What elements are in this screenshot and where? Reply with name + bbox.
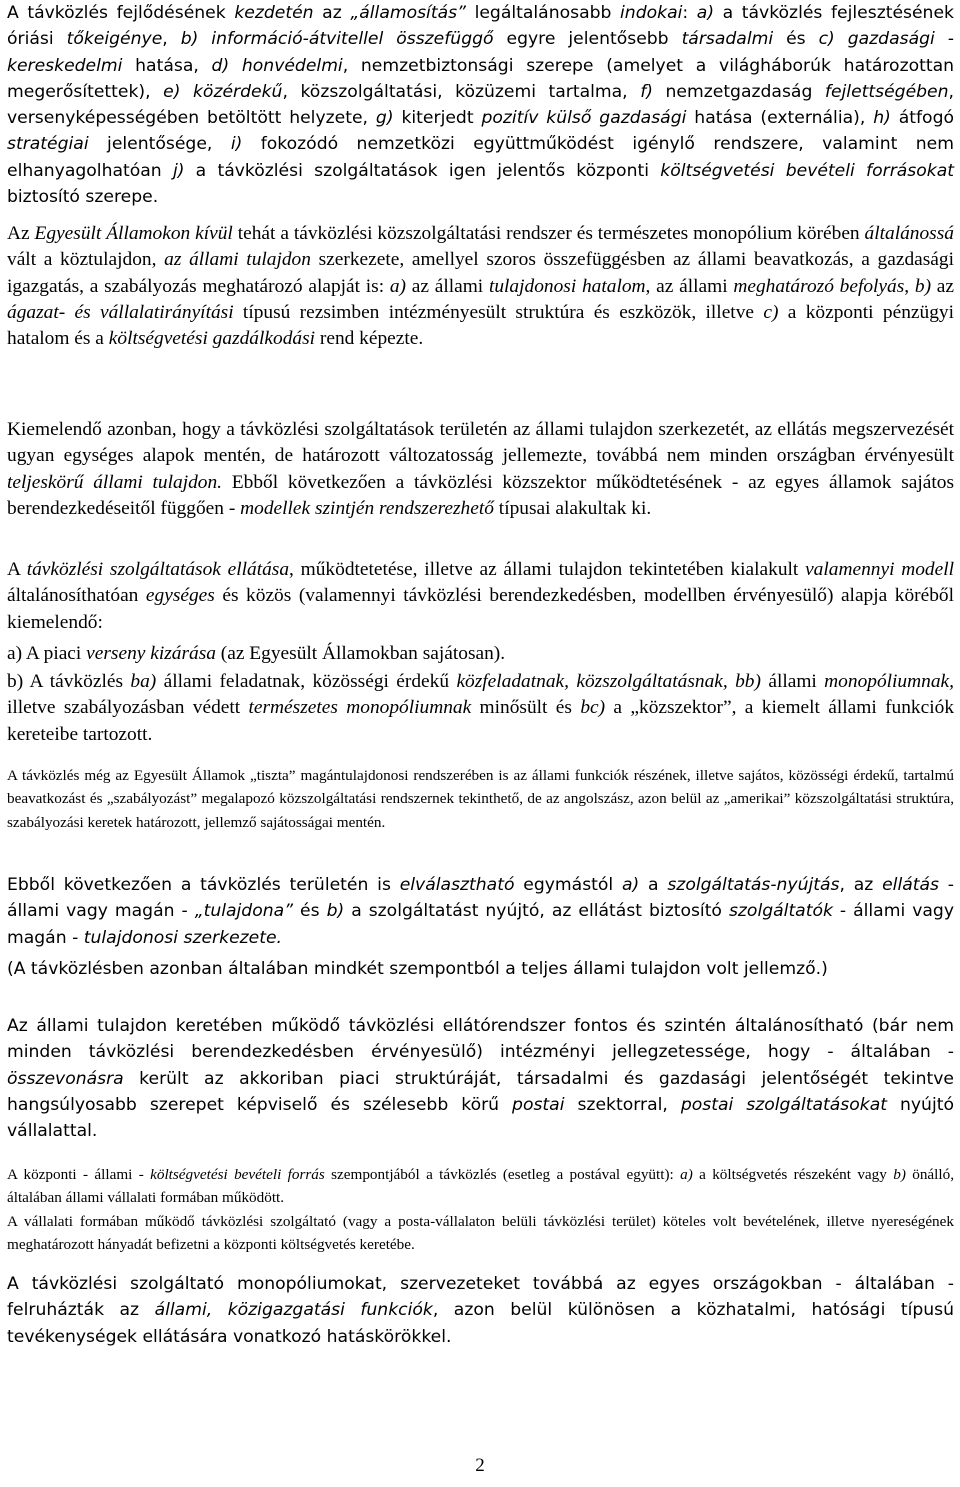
page-number: 2 [475, 1455, 485, 1476]
text: , az [839, 875, 883, 895]
text: a [639, 875, 668, 895]
text: tehát a távközlési közszolgáltatási rendszer és természetes monopólium körében [232, 223, 865, 244]
italic-text: „államosítás” [350, 3, 466, 23]
text: (A távközlésben azonban általában mindkét szempontból a teljes állami tulajdon volt jellemző.) [7, 959, 828, 979]
text: minősült és [471, 697, 581, 719]
text: a) A piaci [7, 643, 87, 664]
italic-text: stratégiai [7, 134, 89, 155]
text: szektorral, [564, 1094, 681, 1115]
text: , működtetetése, illetve az állami tulajdon tekintetében kialakult [289, 559, 806, 580]
italic-text: költségvetési bevételi forrásokat [660, 160, 954, 181]
italic-text: c) [763, 301, 779, 323]
italic-text: természetes monopóliumnak [248, 697, 472, 719]
text: Ebből következően a távközlési közszektor működtetésének - az egyes államok sajátos berendezkedéseitől függően - [7, 471, 954, 519]
text: a „közszektor”, a kiemelt állami funkciók kereteibe tartozott. [7, 697, 955, 745]
italic-text: j) [172, 160, 185, 181]
note-company-form [7, 1210, 954, 1257]
paragraph-common-basis [7, 557, 954, 636]
paragraph-outside-us [7, 221, 954, 352]
text: , az állami [645, 275, 734, 297]
text: a távközlési szolgáltatások igen jelentős központi [184, 160, 661, 181]
text: az [931, 275, 954, 297]
italic-text: d) honvédelmi [211, 55, 343, 76]
italic-text: modellek szintjén rendszerezhető [240, 497, 494, 519]
italic-text: költségvetési gazdálkodási [108, 328, 316, 350]
text: fokozódó nemzetközi együttműködést igénylő rendszere, valamint nem elhanyagolhatóan [7, 134, 954, 181]
text: a szolgáltatást nyújtó, az ellátást biztosító [344, 901, 729, 922]
italic-text: bc) [580, 697, 606, 719]
text: - állami vagy magán - [7, 875, 954, 922]
text: , [904, 275, 915, 297]
text: , nemzetbiztonsági szerepe (amelyet a világháborúk határozottan megerősítettek), [7, 55, 955, 102]
italic-text: meghatározó befolyás [733, 275, 905, 297]
paragraph-public-authority [7, 1271, 954, 1350]
text: nyújtó vállalattal. [7, 1094, 954, 1142]
text: önálló, általában állami vállalati formában működött. [7, 1166, 954, 1207]
text: típusai alakultak ki. [493, 497, 652, 519]
italic-text: ellátás [882, 875, 939, 895]
text: A vállalati formában működő távközlési szolgáltató (vagy a posta-vállalaton belüli távközlési terület) köteles volt bevételének, illetve nyereségének meghatározott hányadát befizetni a központi költségvetés keretébe. [7, 1213, 954, 1254]
text: került az akkoriban piaci struktúráját, társadalmi és gazdasági jelentőségét tekintve hangsúlyosabb szerepet képviselő és szélesebb körű [7, 1068, 954, 1115]
text: legáltalánosabb [465, 3, 621, 23]
italic-text: állami, közigazgatási funkciók [154, 1300, 433, 1321]
text: - állami vagy magán - [7, 901, 955, 948]
text: A távközlés még az Egyesült Államok „tiszta” magántulajdonosi rendszerében is az állami funkciók részének, illetve sajátos, közösségi érdekű, tartalmú beavatkozást és „szabályozást” megalapozó közszolgáltatási rendszernek tekinthető, de az angolszász, azon belül az „amerikai” közszolgáltatási struktúra, szabályozási keretek határozott, jellemző sajátosságai mentén. [7, 767, 954, 831]
text: általánosíthatóan [7, 585, 146, 607]
text: , közszolgáltatási, közüzemi tartalma, [282, 81, 641, 102]
italic-text: egységes [145, 585, 215, 607]
text: az [313, 3, 351, 23]
text: : [682, 3, 697, 23]
text: A távközlés fejlődésének [7, 3, 235, 23]
text: kiterjedt [393, 108, 482, 129]
italic-text: postai szolgáltatásokat [680, 1094, 887, 1115]
text: Kiemelendő azonban, hogy a távközlési szolgáltatások területén az állami tulajdon szerkezetét, az ellátás megszervezését ugyan egységes alapok mentén, de határozott változatosság jellemezte, továbbá nem minden országban érvényesült [7, 419, 954, 467]
text: a költségvetés részeként vagy [692, 1166, 894, 1183]
italic-text: összevonásra [7, 1068, 124, 1089]
text: biztosító szerepe. [7, 187, 159, 208]
italic-text: „tulajdona” [194, 901, 294, 922]
text: , versenyképességében betöltött helyzete, [7, 81, 954, 129]
italic-text: szolgáltatás-nyújtás [667, 875, 840, 895]
italic-text: i) [230, 134, 243, 155]
text: A [7, 559, 27, 580]
italic-text: kezdetén [234, 3, 314, 23]
italic-text: valamennyi modell [805, 559, 954, 580]
text: az állami [406, 275, 489, 297]
italic-text: g) [375, 108, 394, 129]
italic-text: ba) [130, 671, 157, 692]
note-united-states [7, 764, 954, 834]
italic-text: a) [680, 1166, 693, 1183]
text: szerkezete, amellyel szoros összefüggésben az állami beavatkozás, a gazdasági igazgatás, a szabályozás meghatározó alapját is: [7, 249, 954, 297]
italic-text: b) információ-átvitellel összefüggő [180, 29, 494, 50]
list-item-a [7, 641, 954, 667]
text: a központi pénzügyi hatalom és a [7, 301, 954, 350]
italic-text: monopóliumnak, [824, 671, 954, 692]
italic-text: költségvetési bevételi forrás [150, 1166, 325, 1183]
italic-text: b) [893, 1166, 906, 1183]
paragraph-state-ownership-reasons [7, 0, 954, 210]
text: a távközlés fejlesztésének óriási [7, 3, 954, 50]
text: nemzetgazdaság [652, 81, 825, 102]
text: átfogó [890, 108, 955, 129]
italic-text: fejlettségében [824, 81, 949, 102]
italic-text: e) közérdekű [163, 81, 283, 102]
text: rend képezte. [315, 328, 424, 350]
italic-text: a) [621, 875, 640, 895]
paragraph-separation [7, 872, 954, 951]
text: vált a köztulajdon, [7, 249, 165, 271]
list-item-b [7, 669, 954, 748]
italic-text: c) gazdasági - kereskedelmi [7, 29, 954, 76]
italic-text: szolgáltatók [728, 901, 833, 922]
text: , [162, 29, 181, 50]
italic-text: tulajdonosi szerkezete. [83, 927, 283, 948]
text: Az [7, 223, 35, 244]
text: b) A távközlés [7, 671, 131, 692]
italic-text: társadalmi [681, 29, 774, 50]
italic-text: h) [873, 108, 891, 129]
italic-text: verseny kizárása [86, 643, 216, 664]
text: és [773, 29, 819, 50]
italic-text: tőkeigénye [66, 29, 163, 50]
italic-text: postai [512, 1094, 565, 1115]
italic-text: Egyesült Államokon kívül [34, 223, 233, 244]
italic-text: ágazat- és vállalatirányítási [7, 301, 234, 323]
paragraph-variation [7, 417, 954, 522]
italic-text: közfeladatnak, közszolgáltatásnak, bb) [456, 671, 761, 692]
text: illetve szabályozásban védett [7, 697, 249, 719]
note-budget-source [7, 1163, 954, 1210]
italic-text: f) [640, 81, 653, 102]
text: jelentősége, [88, 134, 231, 155]
italic-text: pozitív külső gazdasági [481, 108, 687, 129]
text: állami feladatnak, közösségi érdekű [156, 671, 457, 692]
text: szempontjából a távközlés (esetleg a postával együtt): [324, 1166, 681, 1183]
paragraph-postal-merger [7, 1013, 954, 1144]
text: típusú rezsimben intézményesült struktúra és eszközök, illetve [233, 301, 764, 323]
text: hatása, [122, 55, 212, 76]
italic-text: indokai [620, 3, 683, 23]
text: , azon belül különösen a közhatalmi, hatósági típusú tevékenységek ellátására vonatkozó hatáskörökkel. [7, 1300, 955, 1347]
italic-text: b) [326, 901, 345, 922]
italic-text: általánossá [864, 223, 954, 244]
text: és [293, 901, 327, 922]
italic-text: a) [389, 275, 407, 297]
text: és közös (valamennyi távközlési berendezkedésben, modellben érvényesülő) alapja köréből kiemelendő: [7, 585, 955, 633]
text: Ebből következően a távközlés területén is [7, 875, 400, 895]
text: állami [760, 671, 825, 692]
italic-text: az állami tulajdon [164, 249, 311, 271]
italic-text: teljeskörű állami tulajdon. [7, 471, 223, 493]
text: egyre jelentősebb [493, 29, 682, 50]
italic-text: b) [914, 275, 932, 297]
text: Az állami tulajdon keretében működő távközlési ellátórendszer fontos és szintén általánosítható (bár nem minden távközlési berendezkedésben érvényesülő) intézményi jellegzetessége, hogy - általában - [7, 1016, 954, 1063]
text: hatása (externália), [686, 108, 874, 129]
paragraph-parenthetical [7, 956, 954, 982]
text: egymástól [514, 875, 622, 895]
italic-text: a) [696, 3, 715, 23]
text: A távközlési szolgáltató monopóliumokat, szervezeteket továbbá az egyes országokban - általában - felruházták az [7, 1274, 954, 1321]
text: (az Egyesült Államokban sajátosan). [215, 643, 506, 664]
italic-text: távközlési szolgáltatások ellátása [26, 559, 290, 580]
italic-text: elválasztható [399, 875, 515, 895]
italic-text: tulajdonosi hatalom [488, 275, 646, 297]
text: A központi - állami - [7, 1166, 151, 1183]
